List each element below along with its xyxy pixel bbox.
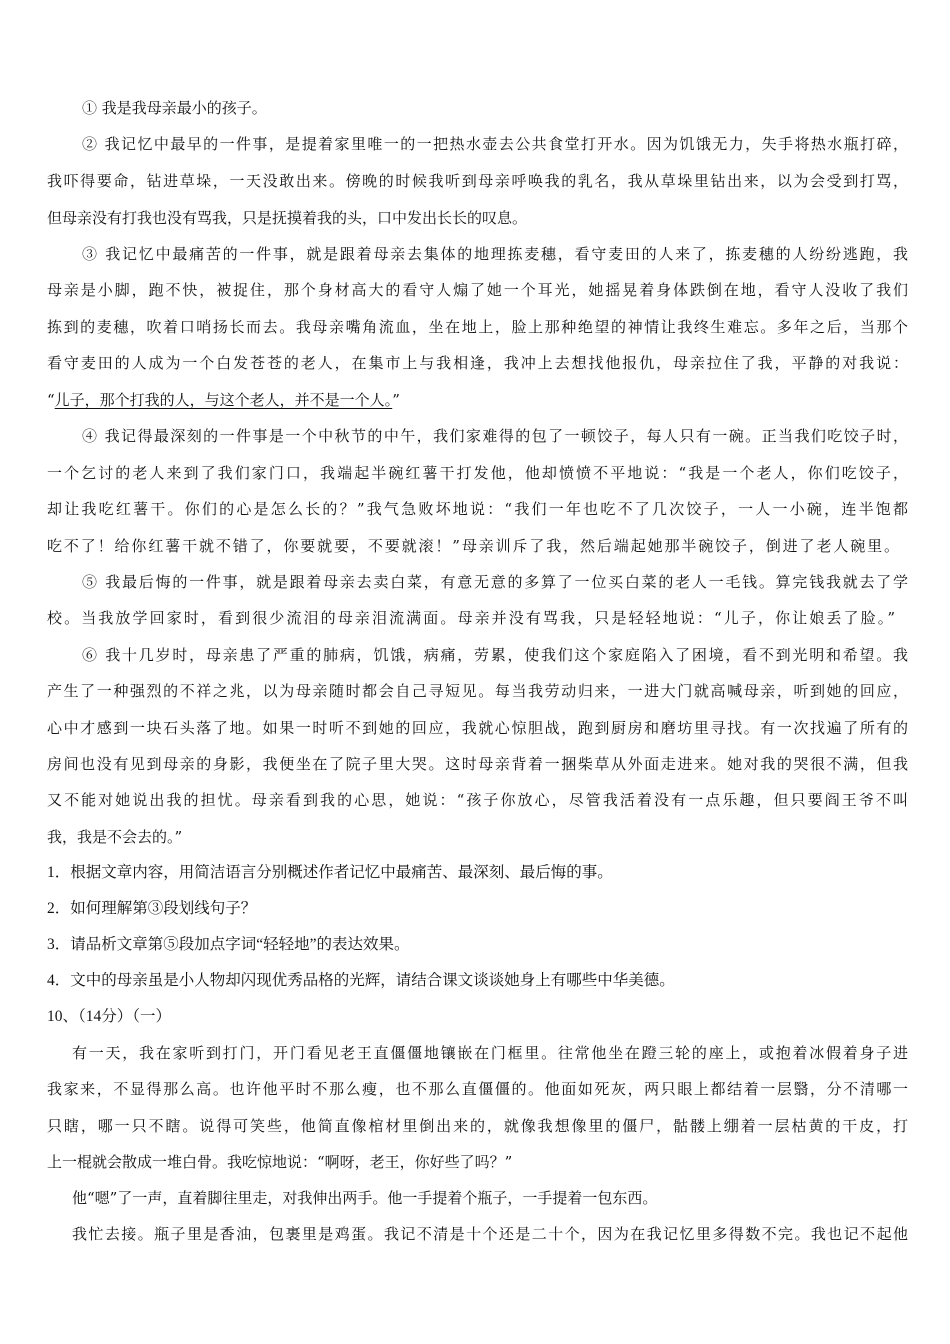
paragraph-2-line-2: 我吓得要命，钻进草垛，一天没敢出来。傍晚的时候我听到母亲呼唤我的乳名，我从草垛里钻出来，以为会受到打骂， <box>47 172 908 190</box>
paragraph-4-line-2: 一个乞讨的老人来到了我们家门口，我端起半碗红薯干打发他，他却愤愤不平地说：“我是一个老人，你们吃饺子， <box>47 464 908 482</box>
paragraph-6-line-1: ⑥ 我十几岁时，母亲患了严重的肺病，饥饿，病痛，劳累，使我们这个家庭陷入了困境，看不到光明和希望。我 <box>82 646 908 664</box>
paragraph-4-line-3: 却让我吃红薯干。你们的心是怎么长的？”我气急败坏地说：“我们一年也吃不了几次饺子，一人一小碗，连半饱都 <box>47 500 908 518</box>
paragraph-6-line-3: 心中才感到一块石头落了地。如果一时听不到她的回应，我就心惊胆战，跑到厨房和磨坊里寻找。有一次找遍了所有的 <box>47 719 908 737</box>
paragraph-4-line-1: ④ 我记得最深刻的一件事是一个中秋节的中午，我们家难得的包了一顿饺子，每人只有一碗。正当我们吃饺子时， <box>82 427 908 445</box>
paragraph-5-line-2: 校。当我放学回家时，看到很少流泪的母亲泪流满面。母亲并没有骂我，只是轻轻地说：“儿子，你让娘丢了脸。” <box>47 609 895 627</box>
question-4: 4．文中的母亲虽是小人物却闪现优秀品格的光辉，请结合课文谈谈她身上有哪些中华美德。 <box>47 972 675 989</box>
paragraph-3-line-4: 看守麦田的人成为一个白发苍苍的老人，在集市上与我相逢，我冲上去想找他报仇，母亲拉住了我，平静的对我说： <box>47 354 908 372</box>
paragraph-2-line-1: ② 我记忆中最早的一件事，是提着家里唯一的一把热水壶去公共食堂打开水。因为饥饿无力，失手将热水瓶打碎， <box>82 135 908 153</box>
underlined-sentence: 儿子，那个打我的人，与这个老人，并不是一个人。 <box>54 391 393 409</box>
paragraph-6-line-5: 又不能对她说出我的担忧。母亲看到我的心思，她说：“孩子你放心，尽管我活着没有一点乐趣，但只要阎王爷不叫 <box>47 791 908 809</box>
paragraph-2-line-3: 但母亲没有打我也没有骂我，只是抚摸着我的头，口中发出长长的叹息。 <box>47 209 528 227</box>
paragraph-6-line-6: 我，我是不会去的。” <box>47 828 183 846</box>
quote-close: ” <box>392 391 400 409</box>
section-10-paragraph-1-line-3: 只瞎，哪一只不瞎。说得可笑些，他简直像棺材里倒出来的，就像我想像里的僵尸，骷髅上绷着一层枯黄的干皮，打 <box>47 1117 908 1135</box>
quote-open: “ <box>47 391 55 409</box>
paragraph-5-line-1: ⑤ 我最后悔的一件事，就是跟着母亲去卖白菜，有意无意的多算了一位买白菜的老人一毛钱。算完钱我就去了学 <box>82 573 908 591</box>
section-10-paragraph-3-line-1: 我忙去接。瓶子里是香油，包裹里是鸡蛋。我记不清是十个还是二十个，因为在我记忆里多得数不完。我也记不起他 <box>72 1225 908 1243</box>
paragraph-6-line-2: 产生了一种强烈的不祥之兆，以为母亲随时都会自己寻短见。每当我劳动归来，一进大门就高喊母亲，听到她的回应， <box>47 682 908 700</box>
paragraph-3-line-5 <box>47 390 400 410</box>
question-3: 3．请品析文章第⑤段加点字词“轻轻地”的表达效果。 <box>47 936 410 953</box>
paragraph-3-line-2: 母亲是小脚，跑不快，被捉住，那个身材高大的看守人煽了她一个耳光，她摇晃着身体跌倒在地，看守人没收了我们 <box>47 281 908 299</box>
paragraph-4-line-4: 吃不了！给你红薯干就不错了，你要就要，不要就滚！”母亲训斥了我，然后端起她那半碗饺子，倒进了老人碗里。 <box>47 537 899 555</box>
section-10-paragraph-1-line-1: 有一天，我在家听到打门，开门看见老王直僵僵地镶嵌在门框里。往常他坐在蹬三轮的座上，或抱着冰假着身子进 <box>72 1044 908 1062</box>
question-2: 2．如何理解第③段划线句子？ <box>47 900 257 917</box>
section-10-heading: 10、（14分）（一） <box>47 1008 172 1025</box>
paragraph-6-line-4: 房间也没有见到母亲的身影，我便坐在了院子里大哭。这时母亲背着一捆柴草从外面走进来。她对我的哭很不满，但我 <box>47 755 908 773</box>
section-10-paragraph-1-line-4: 上一棍就会散成一堆白骨。我吃惊地说：“啊呀，老王，你好些了吗？” <box>47 1153 513 1171</box>
paragraph-3-line-1: ③ 我记忆中最痛苦的一件事，就是跟着母亲去集体的地理拣麦穗，看守麦田的人来了，拣麦穗的人纷纷逃跑，我 <box>82 245 908 263</box>
section-10-paragraph-2-line-1: 他“嗯”了一声，直着脚往里走，对我伸出两手。他一手提着个瓶子，一手提着一包东西。 <box>72 1189 658 1207</box>
section-10-paragraph-1-line-2: 我家来，不显得那么高。也许他平时不那么瘦，也不那么直僵僵的。他面如死灰，两只眼上都结着一层翳，分不清哪一 <box>47 1080 908 1098</box>
paragraph-3-line-3: 拣到的麦穗，吹着口哨扬长而去。我母亲嘴角流血，坐在地上，脸上那种绝望的神情让我终生难忘。多年之后，当那个 <box>47 318 908 336</box>
question-1: 1．根据文章内容，用简洁语言分别概述作者记忆中最痛苦、最深刻、最后悔的事。 <box>47 864 613 881</box>
paragraph-1-line-1: ① 我是我母亲最小的孩子。 <box>82 99 267 117</box>
